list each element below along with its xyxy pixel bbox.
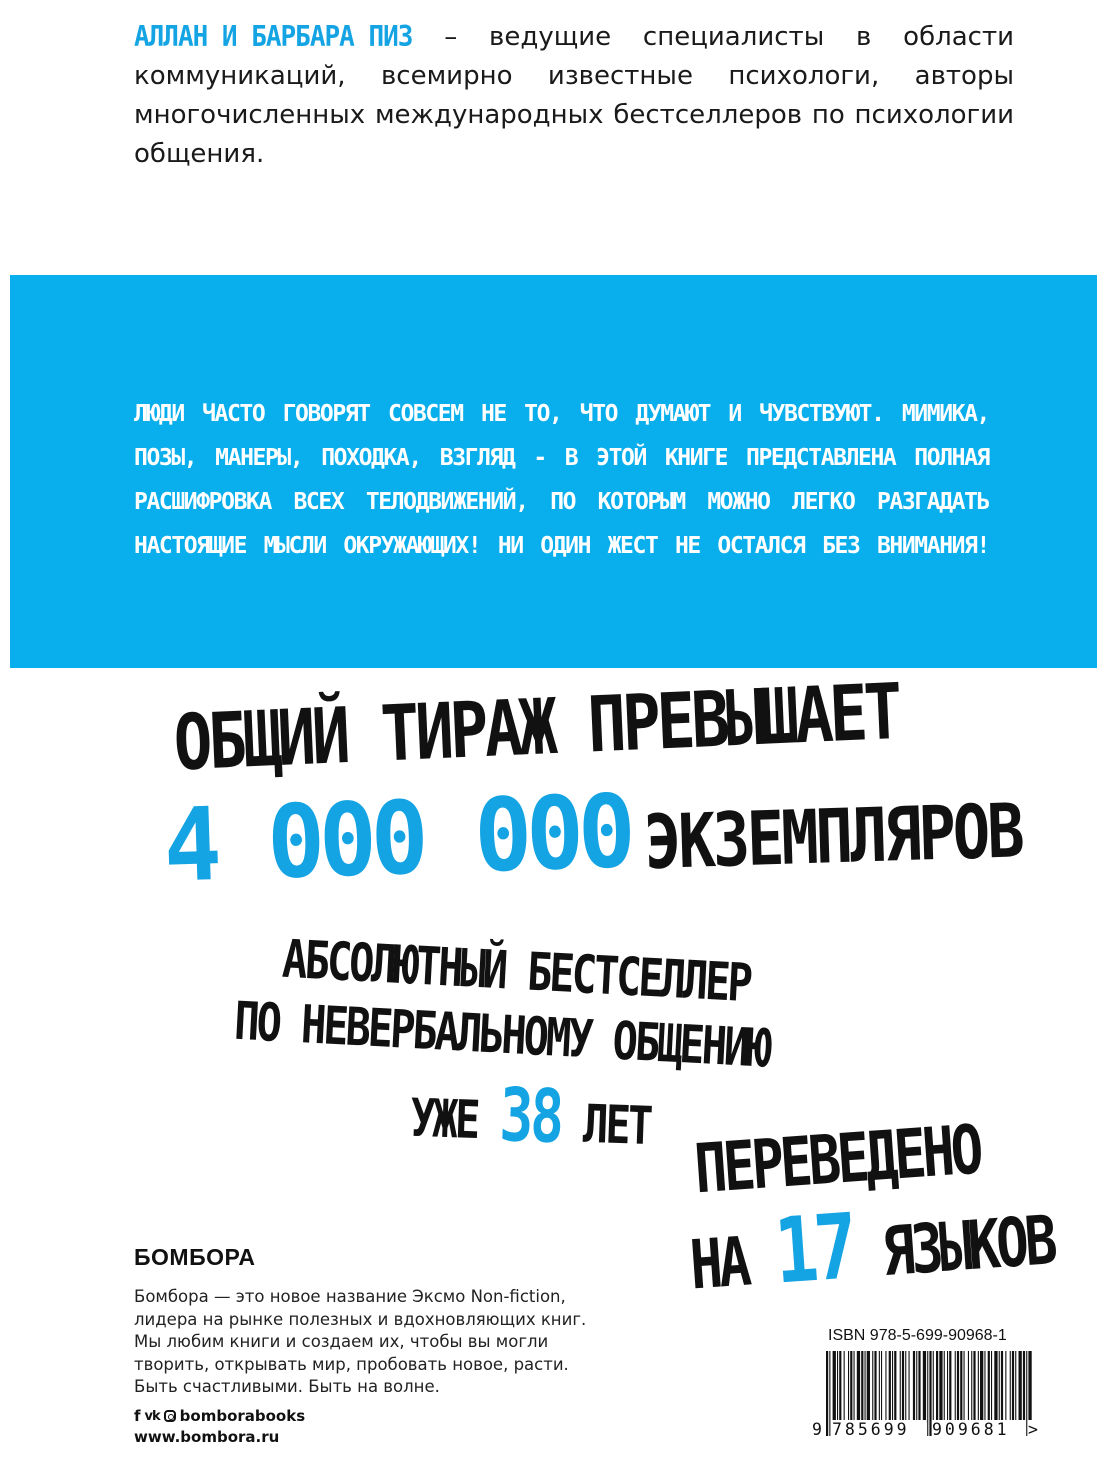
languages-count: 17 <box>771 1193 858 1304</box>
barcode-bar <box>902 1351 904 1423</box>
barcode-bar <box>933 1351 934 1423</box>
barcode-bar <box>960 1351 962 1423</box>
barcode-bar <box>980 1351 983 1423</box>
barcode-bar <box>957 1351 959 1423</box>
author-blurb <box>134 18 1014 174</box>
barcode-bar <box>955 1351 956 1423</box>
barcode-bar <box>918 1351 920 1423</box>
years-prefix: УЖЕ <box>409 1086 501 1152</box>
barcode-bar <box>1001 1351 1003 1423</box>
barcode-bar <box>947 1351 948 1423</box>
barcode-bar <box>854 1351 855 1423</box>
barcode-bar <box>988 1351 990 1423</box>
barcode-bar <box>850 1351 852 1423</box>
barcode-bar <box>844 1351 845 1423</box>
barcode-bar <box>939 1351 942 1423</box>
barcode-bar <box>978 1351 979 1423</box>
publisher-description: Бомбора — это новое название Эксмо Non-fiction, лидера на рынке полезных и вдохновляющих книг. Мы любим книги и создаем их, чтобы вы могли творить, открывать мир, пробовать новое, расти. Быть счастливыми. Быть на волне. <box>134 1287 587 1396</box>
barcode-bar <box>994 1351 997 1423</box>
barcode-bar <box>1023 1351 1025 1423</box>
barcode-bar <box>1010 1351 1011 1423</box>
circulation-number-line <box>161 763 1023 905</box>
facebook-icon[interactable]: f <box>134 1407 141 1425</box>
barcode-bar <box>857 1351 860 1423</box>
barcode-bar <box>923 1351 926 1423</box>
barcode-bar <box>973 1351 975 1423</box>
barcode-bar <box>984 1351 985 1423</box>
barcode-bar <box>867 1351 870 1423</box>
languages-prefix: НА <box>687 1220 779 1305</box>
barcode-end-mark: > <box>1028 1420 1038 1439</box>
barcode-left-digits: 785699 <box>832 1420 926 1439</box>
languages-suffix: ЯЗЫКОВ <box>851 1200 1056 1294</box>
vk-icon[interactable]: vk <box>144 1408 160 1424</box>
barcode-bar <box>837 1351 838 1423</box>
barcode-digits <box>812 1420 1042 1439</box>
barcode-bar <box>881 1351 882 1423</box>
years-suffix: ЛЕТ <box>559 1092 652 1157</box>
barcode-bar <box>1005 1351 1006 1423</box>
barcode-bar <box>892 1351 893 1423</box>
barcode-bar <box>999 1351 1000 1423</box>
barcode-bar <box>839 1351 841 1423</box>
barcode-bar <box>894 1351 896 1423</box>
barcode-bar <box>964 1351 965 1423</box>
circulation-headline: ОБЩИЙ ТИРАЖ ПРЕВЫШАЕТ <box>172 668 901 789</box>
barcode-bar <box>944 1351 945 1423</box>
circulation-number: 4 000 000 <box>161 772 632 905</box>
translated-line-1: ПЕРЕВЕДЕНО <box>692 1110 982 1209</box>
bestseller-line-2: ПО НЕВЕРБАЛЬНОМУ ОБЩЕНИЮ <box>232 990 771 1080</box>
barcode-bar <box>889 1351 891 1423</box>
band-description-text: ЛЮДИ ЧАСТО ГОВОРЯТ СОВСЕМ НЕ ТО, ЧТО ДУМАЮТ И ЧУВСТВУЮТ. МИМИКА, ПОЗЫ, МАНЕРЫ, ПОХОДКА, ВЗГЛЯД - В ЭТОЙ КНИГЕ ПРЕДСТАВЛЕНА ПОЛНАЯ РАСШИФРОВКА ВСЕХ ТЕЛОДВИЖЕНИЙ, ПО КОТОРЫМ МОЖНО ЛЕГКО РАЗГАДАТЬ НАСТОЯЩИЕ МЫСЛИ ОКРУЖАЮЩИХ! НИ ОДИН ЖЕСТ НЕ ОСТАЛСЯ БЕЗ ВНИМАНИЯ! <box>134 401 989 559</box>
instagram-icon[interactable] <box>164 1410 176 1422</box>
barcode-bar <box>971 1351 972 1423</box>
publisher-logo-text: БОМБОРА <box>134 1244 256 1270</box>
barcode-bar <box>949 1351 951 1423</box>
bestseller-line-1: АБСОЛЮТНЫЙ БЕСТСЕЛЛЕР <box>280 928 752 1014</box>
barcode-bar <box>900 1351 901 1423</box>
isbn-label: ISBN 978-5-699-90968-1 <box>828 1327 1007 1344</box>
years-number: 38 <box>498 1073 563 1161</box>
barcode-bar <box>909 1351 910 1423</box>
barcode-bar <box>991 1351 992 1423</box>
barcode-bar <box>848 1351 849 1423</box>
barcode-bar <box>861 1351 863 1423</box>
barcode-bar <box>885 1351 886 1423</box>
barcode-right-digits: 909681 <box>932 1420 1026 1439</box>
barcode-bar <box>905 1351 906 1423</box>
barcode-first-digit: 9 <box>812 1420 826 1439</box>
circulation-word: ЭКЗЕМПЛЯРОВ <box>642 786 1023 887</box>
author-names: АЛЛАН И БАРБАРА ПИЗ <box>134 20 413 54</box>
barcode-bar <box>936 1351 938 1423</box>
social-handle[interactable]: bomborabooks <box>179 1407 306 1425</box>
barcode-bar <box>913 1351 915 1423</box>
barcode-bar <box>1012 1351 1014 1423</box>
barcode-bar <box>874 1351 876 1423</box>
barcode-bar <box>916 1351 917 1423</box>
publisher-website[interactable]: www.bombora.ru <box>134 1428 280 1446</box>
barcode-bar <box>879 1351 880 1423</box>
social-links <box>134 1406 305 1426</box>
barcode-bar <box>1019 1351 1022 1423</box>
author-description: – ведущие специалисты в области коммуникаций, всемирно известные психологи, авторы многочисленных международных бестселлеров по психологии общения. <box>134 22 1014 169</box>
barcode-bar <box>833 1351 836 1423</box>
barcode-bar <box>865 1351 866 1423</box>
barcode-bar <box>1015 1351 1016 1423</box>
bestseller-years-line <box>409 1072 651 1162</box>
barcode-bar <box>872 1351 873 1423</box>
barcode-bar <box>968 1351 969 1423</box>
